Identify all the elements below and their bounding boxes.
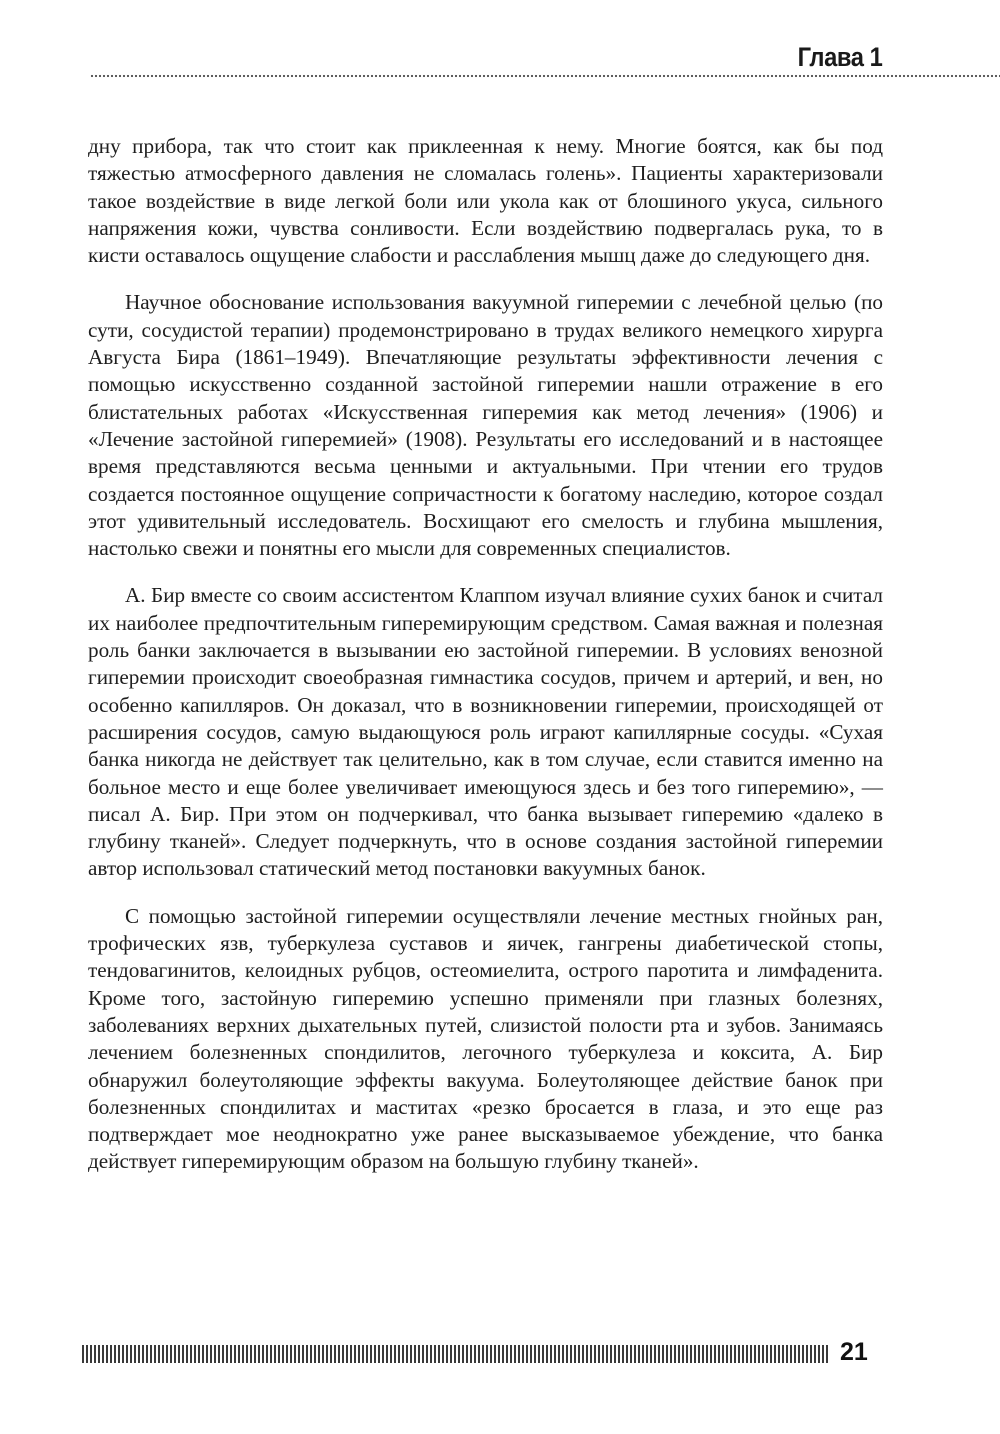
footer-striped-bar	[82, 1345, 830, 1363]
body-text	[88, 133, 883, 1196]
page-footer	[82, 1340, 882, 1366]
paragraph-continuation: дну прибора, так что стоит как приклеенная к нему. Многие боятся, как бы под тяжестью атмосферного давления не сломалась голень». Пациенты характеризовали такое воздействие в виде легкой боли или укола как от блошиного укуса, сильного напряжения кожи, чувства сонливости. Если воздействию подвергалась рука, то в кисти оставалось ощущение слабости и расслабления мышц даже до следующего дня.	[88, 134, 883, 268]
paragraph: Научное обоснование использования вакуумной гиперемии с лечебной целью (по сути, сосудистой терапии) продемонстрировано в трудах великого немецкого хирурга Августа Бира (1861–1949). Впечатляющие результаты эффективности лечения с помощью искусственно созданной застойной гиперемии нашли отражение в его блистательных работах «Искусственная гиперемия как метод лечения» (1906) и «Лечение застойной гиперемией» (1908). Результаты его исследований и в настоящее время представляются весьма ценными и актуальными. При чтении его трудов создается постоянное ощущение сопричастности к богатому наследию, которое создал этот удивительный исследователь. Восхищают его смелость и глубина мышления, настолько свежи и понятны его мысли для современных специалистов.	[88, 290, 883, 561]
paragraph: А. Бир вместе со своим ассистентом Клаппом изучал влияние сухих банок и считал их наиболее предпочтительным гиперемирующим средством. Самая важная и полезная роль банки заключается в вызывании ею застойной гиперемии. В условиях венозной гиперемии происходит своеобразная гимнастика сосудов, причем и артерий, и вен, но особенно капилляров. Он доказал, что в возникновении гиперемии, происходящей от расширения сосудов, самую выдающуюся роль играют капиллярные сосуды. «Сухая банка никогда не действует так целительно, как в том случае, если ставится именно на больное место и еще более увеличивает имеющуюся здесь и без того гиперемию», — писал А. Бир. При этом он подчеркивал, что банка вызывает гиперемию «далеко в глубину тканей». Следует подчеркнуть, что в основе создания застойной гиперемии автор использовал статический метод постановки вакуумных банок.	[88, 583, 883, 881]
paragraph: С помощью застойной гиперемии осуществляли лечение местных гнойных ран, трофических язв, туберкулеза суставов и яичек, гангрены диабетической стопы, тендовагинитов, келоидных рубцов, остеомиелита, острого паротита и лимфаденита. Кроме того, застойную гиперемию успешно применяли при глазных болезнях, заболеваниях верхних дыхательных путей, слизистой полости рта и зубов. Занимаясь лечением болезненных спондилитов, легочного туберкулеза и коксита, А. Бир обнаружил болеутоляющие эффекты вакуума. Болеутоляющее действие банок при болезненных спондилитах и маститах «резко бросается в глаза, и это еще раз подтверждает мое неоднократно уже ранее высказываемое убеждение, что банка действует гиперемирующим образом на большую глубину тканей».	[88, 903, 883, 1174]
page-header	[90, 38, 1000, 78]
page-number: 21	[840, 1338, 868, 1366]
header-dotted-rule	[90, 74, 1000, 78]
chapter-title: Глава 1	[797, 42, 882, 72]
